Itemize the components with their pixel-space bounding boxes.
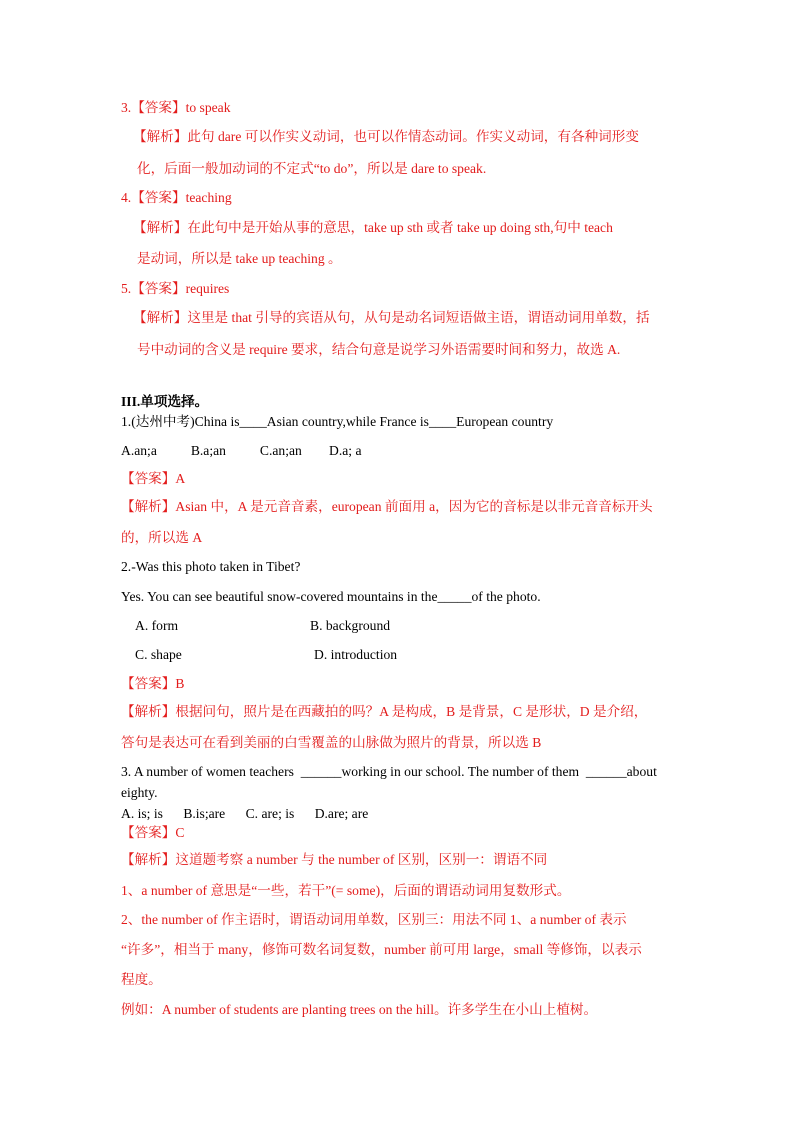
q4-analysis-line-1: 【解析】在此句中是开始从事的意思，take up sth 或者 take up doing sth,句中 teach [133, 220, 613, 235]
mc-q3-analysis-line-6: 例如：A number of students are planting trees on the hill。许多学生在小山上植树。 [121, 1002, 598, 1017]
mc-q2-analysis-line-1: 【解析】根据问句，照片是在西藏拍的吗？A 是构成，B 是背景，C 是形状，D 是介绍， [121, 704, 648, 719]
mc-q3-analysis-line-5: 程度。 [121, 972, 162, 987]
mc-q2-option-b: B. background [310, 618, 391, 633]
q4-answer-line: 4.【答案】teaching [121, 190, 232, 205]
q4-analysis-line-2: 是动词，所以是 take up teaching 。 [137, 251, 342, 266]
mc-q3-stem-2: eighty. [121, 785, 158, 800]
mc-q3-options: A. is; is B.is;are C. are; is D.are; are [121, 806, 369, 821]
mc-q2-stem-2: Yes. You can see beautiful snow-covered mountains in the_____of the photo. [121, 589, 541, 604]
mc-q3-analysis-line-2: 1、a number of 意思是“一些，若干”(= some)，后面的谓语动词用复数形式。 [121, 883, 571, 898]
mc-q3-stem: 3. A number of women teachers ______working in our school. The number of them ______about [121, 764, 657, 779]
q3-analysis-line-1: 【解析】此句 dare 可以作实义动词，也可以作情态动词。作实义动词，有各种词形变 [133, 129, 639, 144]
mc-q3-analysis-line-1: 【解析】这道题考察 a number 与 the number of 区别，区别一：谓语不同 [121, 852, 548, 867]
mc-q1-answer: 【答案】A [121, 471, 186, 486]
mc-q1-options: A.an;a B.a;an C.an;an D.a; a [121, 443, 362, 458]
mc-q2-option-d: D. introduction [314, 647, 398, 662]
mc-q2-analysis-line-2: 答句是表达可在看到美丽的白雪覆盖的山脉做为照片的背景，所以选 B [121, 735, 542, 750]
mc-q1-stem: 1.(达州中考)China is____Asian country,while France is____European country [121, 414, 554, 429]
q3-analysis-line-2: 化，后面一般加动词的不定式“to do”，所以是 dare to speak. [137, 161, 487, 176]
q5-analysis-line-2: 号中动词的含义是 require 要求，结合句意是说学习外语需要时间和努力，故选 A. [137, 342, 621, 357]
q5-answer-line: 5.【答案】requires [121, 281, 230, 296]
mc-q3-analysis-line-3: 2、the number of 作主语时，谓语动词用单数，区别三：用法不同 1、a number of 表示 [121, 912, 627, 927]
section-heading: III.单项选择。 [121, 394, 209, 409]
mc-q3-analysis-line-4: “许多”，相当于 many，修饰可数名词复数，number 前可用 large，small 等修饰，以表示 [121, 942, 642, 957]
mc-q1-analysis-line-2: 的，所以选 A [121, 530, 203, 545]
mc-q2-answer: 【答案】B [121, 676, 185, 691]
mc-q2-option-c: C. shape [135, 647, 182, 662]
mc-q3-answer: 【答案】C [121, 825, 185, 840]
mc-q2-stem: 2.-Was this photo taken in Tibet? [121, 559, 301, 574]
q5-analysis-line-1: 【解析】这里是 that 引导的宾语从句，从句是动名词短语做主语，谓语动词用单数，括 [133, 310, 650, 325]
mc-q2-option-a: A. form [135, 618, 179, 633]
mc-q1-analysis-line-1: 【解析】Asian 中，A 是元音音素，european 前面用 a，因为它的音标是以非元音音标开头 [121, 499, 653, 514]
q3-answer-line: 3.【答案】to speak [121, 100, 231, 115]
